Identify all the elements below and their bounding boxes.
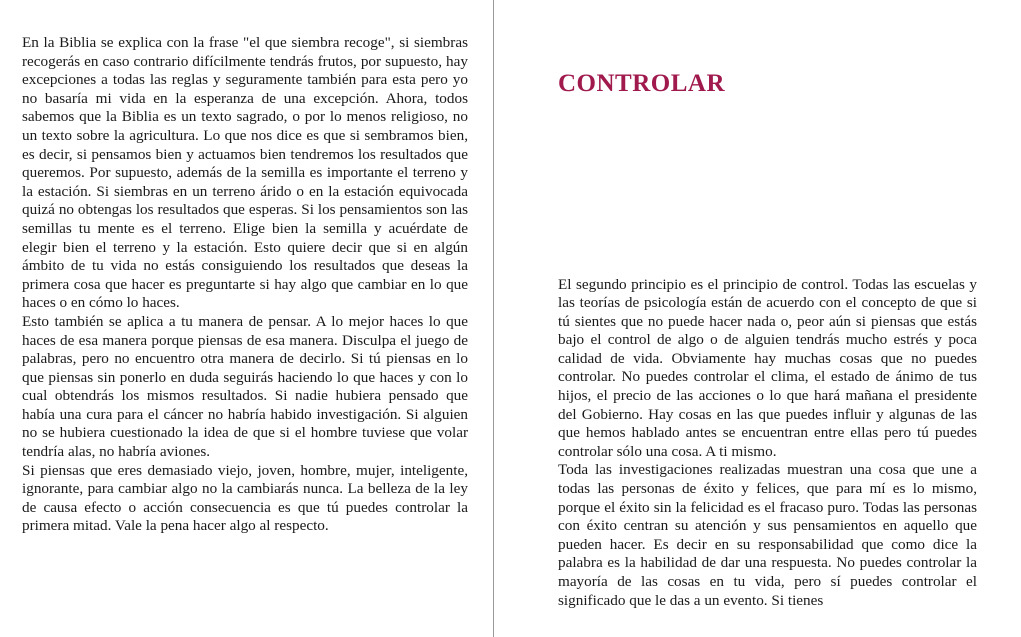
right-page-body	[558, 276, 977, 611]
paragraph: El segundo principio es el principio de control. Todas las escuelas y las teorías de psicología están de acuerdo con el concepto de que si tú sientes que no puede hacer nada o, peor aún si piensas que estás bajo el control de algo o de alguien tendrás mucho estrés y poca calidad de vida. Obviamente hay muchas cosas que no puedes controlar. No puedes controlar el clima, el estado de ánimo de tus hijos, el precio de las acciones o lo que hará mañana el presidente del Gobierno. Hay cosas en las que puedes influir y algunas de las que hemos hablado antes se encuentran entre ellas pero tú puedes controlar sólo una cosa. A ti mismo.	[558, 275, 977, 460]
chapter-title: CONTROLAR	[558, 70, 726, 97]
paragraph: Si piensas que eres demasiado viejo, joven, hombre, mujer, inteligente, ignorante, para cambiar algo no la cambiarás nunca. La belleza de la ley de causa efecto o acción consecuencia es que tú puedes controlar la primera mitad. Vale la pena hacer algo al respecto.	[22, 461, 468, 535]
left-page	[0, 0, 493, 637]
left-page-body	[22, 34, 468, 536]
paragraph: Esto también se aplica a tu manera de pensar. A lo mejor haces lo que haces de esa manera porque piensas de esa manera. Disculpa el juego de palabras, pero no encuentro otra manera de decirlo. Si tú piensas en lo que piensas sin ponerlo en duda seguirás haciendo lo que haces y con lo cual obtendrás los mismos resultados. Si nadie hubiera pensado que había una cura para el cáncer no habría habido investigación. Si alguien no se hubiera cuestionado la idea de que si el hombre tuviese que volar tendría alas, no habría aviones.	[22, 312, 468, 461]
chapter-spacer	[558, 98, 977, 276]
right-page	[494, 0, 1021, 637]
paragraph: Toda las investigaciones realizadas muestran una cosa que une a todas las personas de éxito y felices, que para mí es lo mismo, porque el éxito sin la felicidad es el fracaso puro. Todas las personas con éxito centran su atención y sus pensamientos en aquello que pueden hacer. Es decir en su responsabilidad que como dice la palabra es la habilidad de dar una respuesta. No puedes controlar la mayoría de las cosas en tu vida, pero sí puedes controlar el significado que le das a un evento. Si tienes	[558, 461, 977, 609]
paragraph: En la Biblia se explica con la frase "el que siembra recoge", si siembras recogerás en caso contrario difícilmente tendrás frutos, por supuesto, hay excepciones a todas las reglas y seguramente también para esta pero yo no basaría mi vida en la esperanza de una excepción. Ahora, todos sabemos que la Biblia es un texto sagrado, o por lo menos religioso, no un texto sobre la agricultura. Lo que nos dice es que si sembramos bien, es decir, si pensamos bien y actuamos bien tendremos los resultados que queremos. Por supuesto, además de la semilla es importante el terreno y la estación. Si siembras en un terreno árido o en la estación equivocada quizá no obtengas los resultados que esperas. Si los pensamientos son las semillas tu mente es el terreno. Elige bien la semilla y acuérdate de elegir bien el terreno y la estación. Esto quiere decir que si en algún ámbito de tu vida no estás consiguiendo los resultados que deseas la primera cosa que hacer es preguntarte si hay algo que cambiar en lo que haces o en cómo lo haces.	[22, 34, 468, 312]
